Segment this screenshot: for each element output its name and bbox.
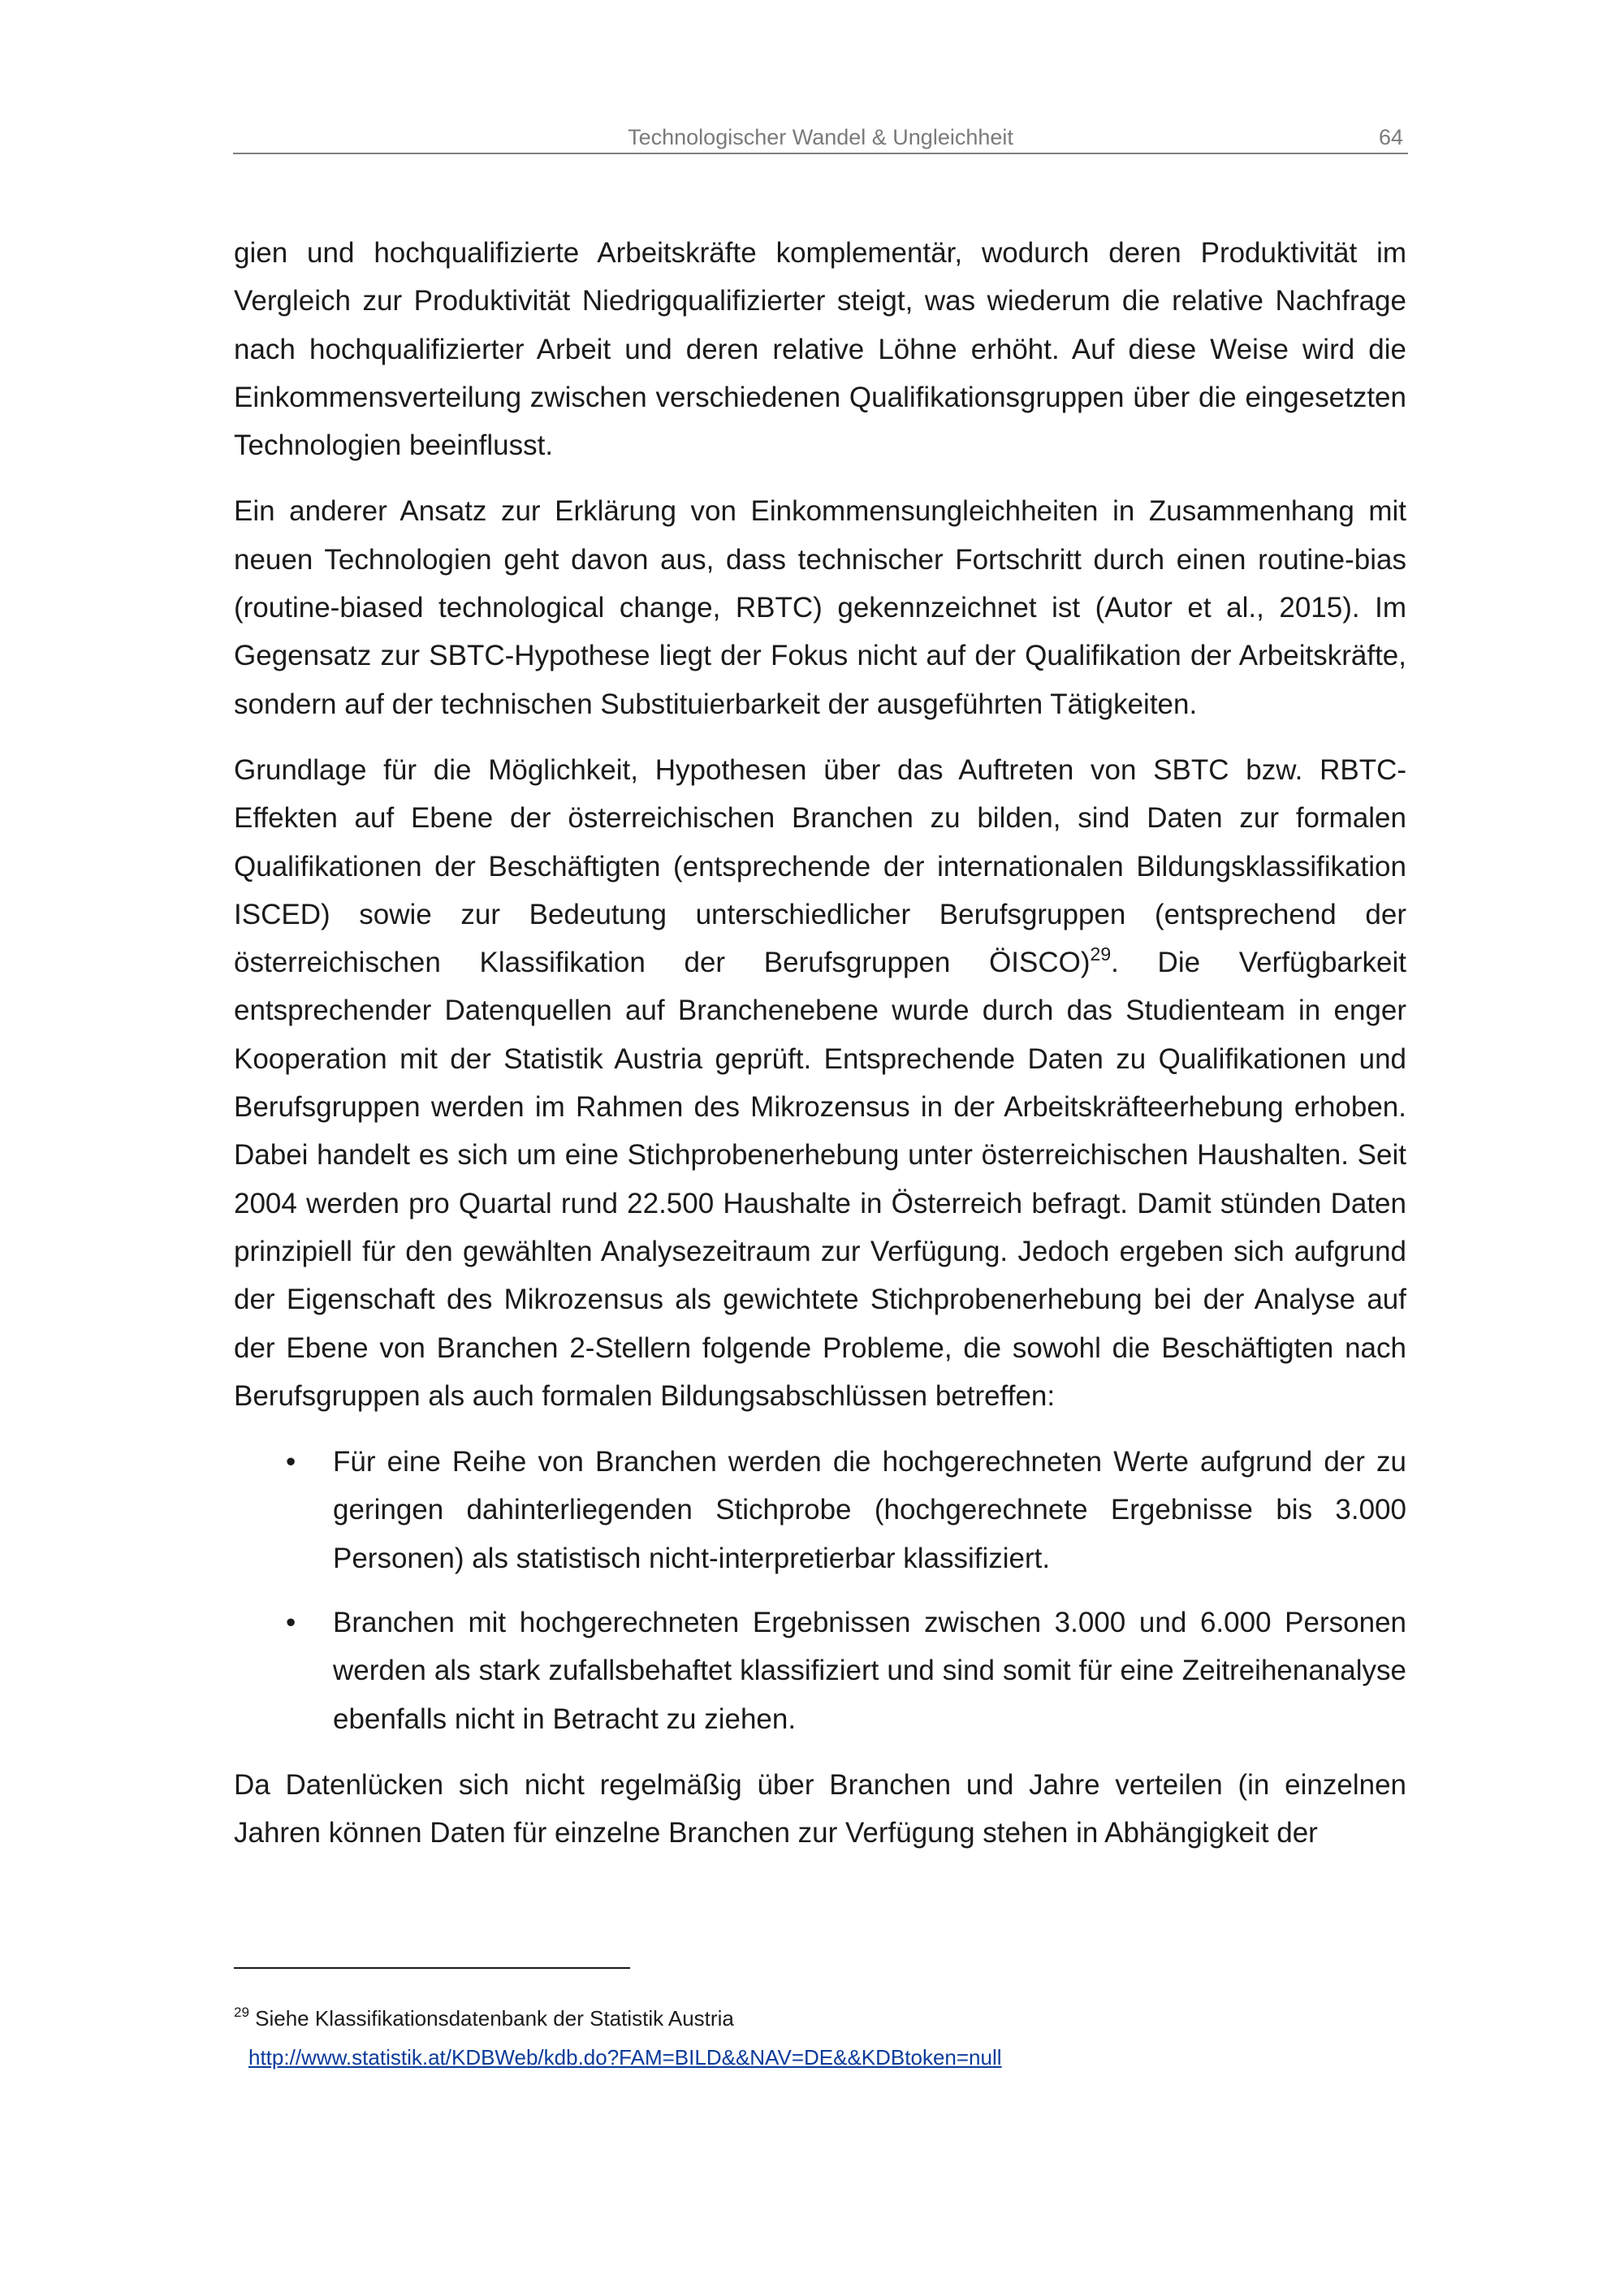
footnote [234,1999,1403,2077]
bullet-icon: • [286,1446,296,1478]
footnote-line [234,1999,1403,2038]
footnote-number: 29 [234,2005,249,2020]
footnote-reference[interactable]: 29 [1090,943,1112,965]
footnote-text: Siehe Klassifikationsdatenbank der Statistik Austria [248,2006,734,2031]
page-number: 64 [1378,125,1403,149]
bullet-icon: • [286,1607,296,1639]
paragraph-3-text-b: . Die Verfügbarkeit entsprechender Datenquellen auf Branchenebene wurde durch das Studienteam in enger Kooperation mit der Statistik Austria geprüft. Entsprechende Daten zu Qualifikationen und Berufsgruppen werden im Rahmen des Mikrozensus in der Arbeitskräfteerhebung erhoben. Dabei handelt es sich um eine Stichprobenerhebung unter österreichischen Haushalten. Seit 2004 werden pro Quartal rund 22.500 Haushalte in Österreich befragt. Damit stünden Daten prinzipiell für den gewählten Analysezeitraum zur Verfügung. Jedoch ergeben sich aufgrund der Eigenschaft des Mikrozensus als gewichtete Stichprobenerhebung bei der Analyse auf der Ebene von Branchen 2-Stellern folgende Probleme, die sowohl die Beschäftigten nach Berufsgruppen als auch formalen Bildungsabschlüssen betreffen: [234,947,1406,1412]
bullet-text: Für eine Reihe von Branchen werden die hochgerechneten Werte aufgrund der zu geringen dahinterliegenden Stichprobe (hochgerechnete Ergebnisse bis 3.000 Personen) als statistisch nicht-interpretierbar klassifiziert. [333,1446,1406,1574]
header-title: Technologischer Wandel & Ungleichheit [628,125,1013,149]
bullet-item [234,1438,1406,1582]
bullet-list [234,1438,1406,1743]
footnote-link[interactable]: http://www.statistik.at/KDBWeb/kdb.do?FAM=BILD&&NAV=DE&&KDBtoken=null [248,2045,1002,2069]
paragraph-1: gien und hochqualifizierte Arbeitskräfte komplementär, wodurch deren Produktivität im Vergleich zur Produktivität Niedrigqualifizierter steigt, was wiederum die relative Nachfrage nach hochqualifizierter Arbeit und deren relative Löhne erhöht. Auf diese Weise wird die Einkommensverteilung zwischen verschiedenen Qualifikationsgruppen über die eingesetzten Technologien beeinflusst. [234,237,1406,462]
paragraph-3 [234,746,1406,1420]
bullet-item [234,1599,1406,1743]
footnote-separator [234,1967,630,1969]
paragraph-3-text-a: Grundlage für die Möglichkeit, Hypothesen über das Auftreten von SBTC bzw. RBTC-Effekten auf Ebene der österreichischen Branchen zu bilden, sind Daten zur formalen Qualifikationen der Beschäftigten (entsprechende der internationalen Bildungsklassifikation ISCED) sowie zur Bedeutung unterschiedlicher Berufsgruppen (entsprechend der österreichischen Klassifikation der Berufsgruppen ÖISCO) [234,753,1406,979]
paragraph-4: Da Datenlücken sich nicht regelmäßig über Branchen und Jahre verteilen (in einzelnen Jahren können Daten für einzelne Branchen zur Verfügung stehen in Abhängigkeit der [234,1768,1406,1849]
running-header [233,122,1408,154]
paragraph-2: Ein anderer Ansatz zur Erklärung von Einkommensungleichheiten in Zusammenhang mit neuen Technologien geht davon aus, dass technischer Fortschritt durch einen routine-bias (routine-biased technological change, RBTC) gekennzeichnet ist (Autor et al., 2015). Im Gegensatz zur SBTC-Hypothese liegt der Fokus nicht auf der Qualifikation der Arbeitskräfte, sondern auf der technischen Substituierbarkeit der ausgeführten Tätigkeiten. [234,495,1406,720]
body-text [234,229,1406,1875]
bullet-text: Branchen mit hochgerechneten Ergebnissen zwischen 3.000 und 6.000 Personen werden als stark zufallsbehaftet klassifiziert und sind somit für eine Zeitreihenanalyse ebenfalls nicht in Betracht zu ziehen. [333,1607,1406,1735]
